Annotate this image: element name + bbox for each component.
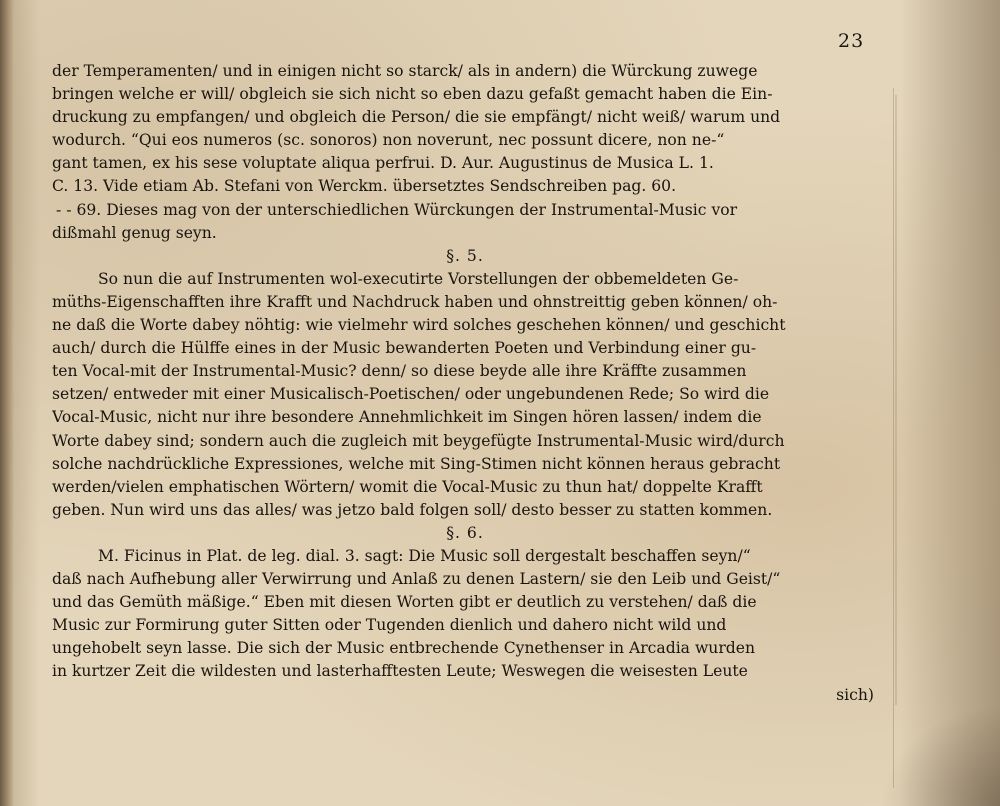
page-number: 23 (838, 30, 865, 52)
text-line: ten Vocal-mit der Instrumental-Music? denn/ so diese beyde alle ihre Kräffte zusammen (52, 362, 747, 381)
text-line: solche nachdrückliche Expressiones, welche mit Sing-Stimen nicht können heraus gebracht (52, 454, 781, 473)
catchword: sich) (836, 685, 874, 704)
text-line: Worte dabey sind; sondern auch die zugleich mit beygefügte Instrumental-Music wird/durch (52, 431, 785, 450)
text-line: Music zur Formirung guter Sitten oder Tugenden dienlich und dahero nicht wild und (52, 616, 727, 635)
text-line: wodurch. “Qui eos numeros (sc. sonoros) non noverunt, nec possunt dicere, non ne-“ (52, 131, 725, 150)
text-line: bringen welche er will/ obgleich sie sich nicht so eben dazu gefaßt gemacht haben die Ein- (52, 85, 773, 104)
page-gutter (0, 0, 14, 806)
text-line: werden/vielen emphatischen Wörtern/ womit die Vocal-Music zu thun hat/ doppelte Krafft (52, 477, 763, 496)
text-line: So nun die auf Instrumenten wol-executirte Vorstellungen der obbemeldeten Ge- (98, 269, 739, 288)
text-line: M. Ficinus in Plat. de leg. dial. 3. sagt: Die Music soll dergestalt beschaffen seyn/“ (98, 546, 751, 565)
section-heading: §. 6. (446, 523, 484, 542)
text-line: gant tamen, ex his sese voluptate aliqua perfrui. D. Aur. Augustinus de Musica L. 1. (52, 154, 714, 173)
text-line: daß nach Aufhebung aller Verwirrung und Anlaß zu denen Lastern/ sie den Leib und Geist/“ (52, 570, 781, 589)
text-line: der Temperamenten/ und in einigen nicht so starck/ als in andern) die Würckung zuwege (52, 62, 758, 80)
margin-smudge (895, 95, 897, 705)
text-line: Vocal-Music, nicht nur ihre besondere Annehmlichkeit im Singen hören lassen/ indem die (52, 408, 762, 427)
text-line: geben. Nun wird uns das alles/ was jetzo bald folgen soll/ desto besser zu statten kommen. (52, 500, 773, 519)
text-line: in kurtzer Zeit die wildesten und lasterhafftesten Leute; Weswegen die weisesten Leute (52, 662, 748, 681)
text-line: dißmahl genug seyn. (52, 223, 217, 242)
corner-shadow (880, 706, 1000, 806)
text-line: - - 69. Dieses mag von der unterschiedlichen Würckungen der Instrumental-Music vor (56, 200, 738, 219)
section-heading: §. 5. (446, 246, 484, 265)
text-line: und das Gemüth mäßige.“ Eben mit diesen Worten gibt er deutlich zu verstehen/ daß die (52, 593, 757, 612)
text-line: C. 13. Vide etiam Ab. Stefani von Werckm. übersetztes Sendschreiben pag. 60. (52, 177, 677, 196)
text-line: druckung zu empfangen/ und obgleich die Person/ die sie empfängt/ nicht weiß/ warum und (52, 108, 781, 127)
text-line: ungehobelt seyn lasse. Die sich der Music entbrechende Cynethenser in Arcadia wurden (52, 639, 756, 658)
margin-rule (893, 88, 894, 788)
text-line: auch/ durch die Hülffe eines in der Music bewanderten Poeten und Verbindung einer gu- (52, 339, 757, 358)
text-line: müths-Eigenschafften ihre Krafft und Nachdruck haben und ohnstreittig geben können/ oh- (52, 292, 778, 311)
body-text (52, 60, 878, 707)
text-line: ne daß die Worte dabey nöhtig: wie vielmehr wird solches geschehen können/ und geschicht (52, 316, 786, 335)
text-line: setzen/ entweder mit einer Musicalisch-Poetischen/ oder ungebundenen Rede; So wird die (52, 385, 770, 404)
